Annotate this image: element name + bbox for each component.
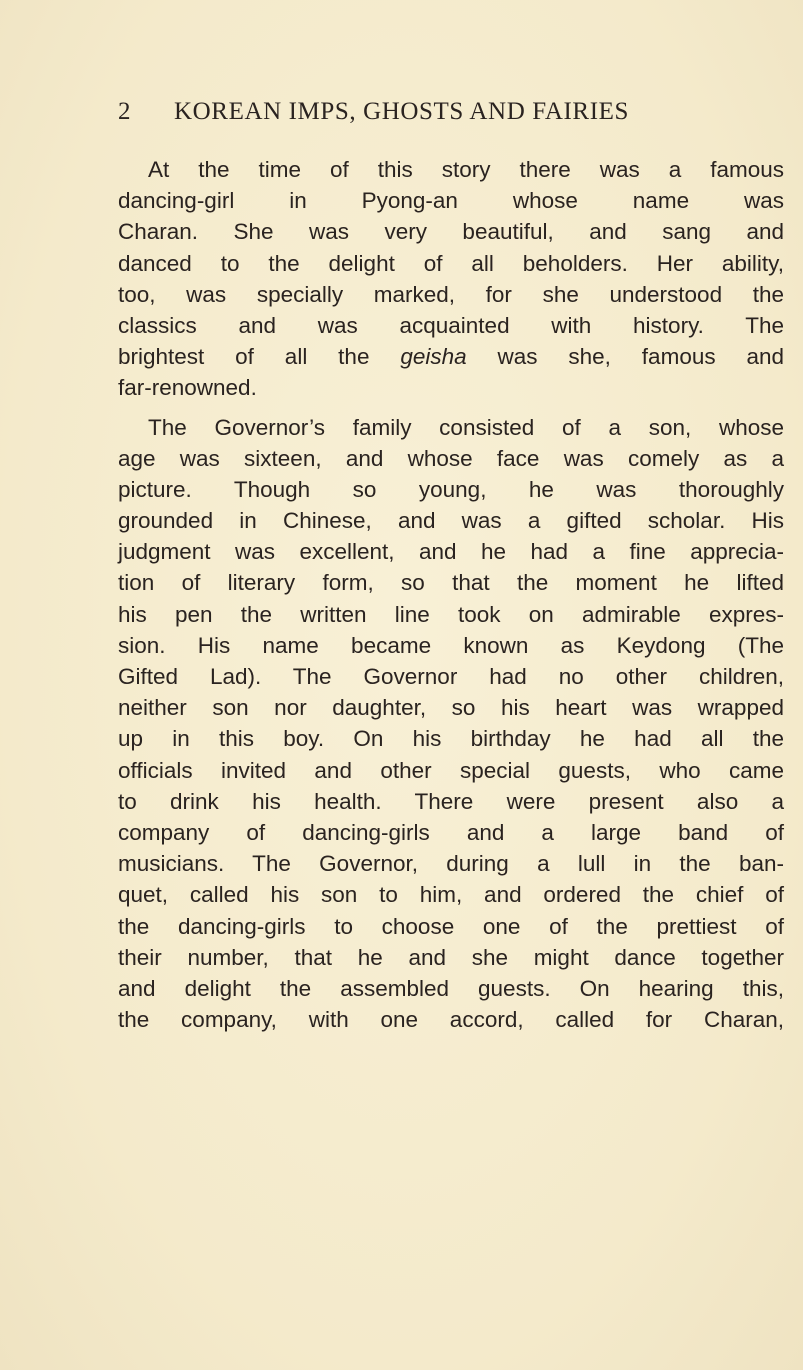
- text-line: Gifted Lad). The Governor had no other children,: [118, 664, 784, 689]
- text-line: The Governor’s family consisted of a son, whose: [148, 414, 784, 440]
- text-line: age was sixteen, and whose face was comely as a: [118, 445, 784, 471]
- text-line: danced to the delight of all beholders. Her ability,: [118, 250, 784, 276]
- text-line: and delight the assembled guests. On hearing this,: [118, 975, 784, 1001]
- page-number: 2: [118, 98, 132, 125]
- text-line: Charan. She was very beautiful, and sang and: [118, 219, 784, 245]
- text-line: [118, 341, 784, 372]
- text-line: officials invited and other special guests, who came: [118, 757, 784, 783]
- text-line: classics and was acquainted with history. The: [118, 312, 784, 338]
- text-line: his pen the written line took on admirable expres-: [118, 601, 784, 627]
- text-line: too, was specially marked, for she understood the: [118, 281, 784, 307]
- text-line: the dancing-girls to choose one of the prettiest of: [118, 913, 784, 939]
- text-line: sion. His name became known as Keydong (The: [118, 632, 784, 658]
- paragraph: [118, 412, 784, 1036]
- text-run: was she, famous and: [466, 344, 785, 370]
- text-line: neither son nor daughter, so his heart was wrapped: [118, 695, 784, 721]
- text-line: judgment was excellent, and he had a fine apprecia-: [118, 539, 784, 565]
- text-line: up in this boy. On his birthday he had all the: [118, 726, 784, 752]
- text-line: to drink his health. There were present also a: [118, 788, 784, 814]
- text-line: At the time of this story there was a famous: [148, 157, 784, 182]
- page-header: [118, 94, 784, 130]
- text-line: dancing-girl in Pyong-an whose name was: [118, 188, 784, 214]
- text-line: company of dancing-girls and a large band of: [118, 819, 784, 845]
- paragraph: [118, 154, 784, 404]
- body-text: [118, 154, 784, 1035]
- text-line: musicians. The Governor, during a lull in the ban-: [118, 851, 784, 877]
- text-line: picture. Though so young, he was thoroughly: [118, 476, 784, 502]
- italic-term: geisha: [400, 344, 467, 370]
- text-line: tion of literary form, so that the moment he lifted: [118, 570, 784, 596]
- text-run: brightest of all the: [118, 344, 401, 370]
- text-line: their number, that he and she might dance together: [118, 944, 784, 970]
- text-line: the company, with one accord, called for Charan,: [118, 1007, 784, 1033]
- text-line: quet, called his son to him, and ordered the chief of: [118, 882, 784, 908]
- running-title: KOREAN IMPS, GHOSTS AND FAIRIES: [174, 98, 630, 125]
- text-line: far-renowned.: [118, 375, 257, 401]
- text-line: grounded in Chinese, and was a gifted scholar. His: [118, 508, 784, 534]
